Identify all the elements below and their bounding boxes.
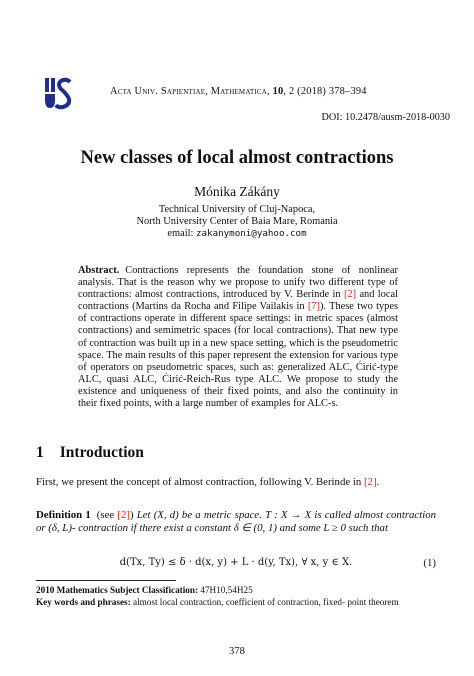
email-label: email: — [167, 228, 194, 239]
abstract-label: Abstract. — [78, 265, 120, 276]
abstract — [78, 265, 398, 410]
university-logo-icon — [44, 76, 74, 110]
keywords-value: almost local contraction, coefficient of contraction, fixed- point theorem — [133, 597, 399, 607]
affiliation-line-1: Technical University of Cluj-Napoca, — [158, 204, 316, 215]
definition-text: Let (X, d) be a metric space. T : X → X is called almost contraction or (δ, L)- contraction if there exist a constant δ ∈ (0, 1) and some L ≥ 0 such that — [36, 509, 437, 534]
msc-value: 47H10,54H25 — [200, 585, 253, 595]
author-name: Mónika Zákány — [194, 184, 280, 199]
definition-block: Definition 1 (see [2]) Let (X, d) be a metric space. T : X → X is called almost contraction or (δ, L)- contraction if there exist a constant δ ∈ (0, 1) and some L ≥ 0 such that — [36, 509, 437, 534]
section-number: 1 — [36, 444, 44, 461]
journal-issue-pages: , 2 (2018) 378–394 — [283, 86, 367, 97]
paper-title: New classes of local almost contractions — [80, 148, 394, 168]
doi[interactable]: DOI: 10.2478/ausm-2018-0030 — [321, 112, 450, 123]
keywords-label: Key words and phrases: — [36, 597, 131, 607]
journal-name: Acta Univ. Sapientiae, Mathematica, — [110, 86, 270, 97]
msc-label: 2010 Mathematics Subject Classification: — [36, 585, 199, 595]
equation-1 — [36, 557, 436, 568]
definition-label: Definition 1 — [36, 509, 91, 521]
section-heading — [36, 444, 144, 462]
citation-link[interactable]: [7] — [307, 301, 320, 313]
section-title: Introduction — [59, 444, 144, 461]
journal-header — [110, 86, 450, 97]
citation-link[interactable]: [2] — [117, 509, 130, 521]
citation-link[interactable]: [2] — [363, 476, 377, 488]
citation-link[interactable]: [2] — [343, 289, 357, 301]
page-number: 378 — [229, 646, 245, 657]
affiliation-line-2: North University Center of Baia Mare, Romania — [136, 216, 338, 227]
footnote-divider — [36, 580, 176, 581]
footnote-keywords — [36, 597, 436, 608]
journal-volume: 10 — [272, 86, 284, 97]
intro-paragraph: First, we present the concept of almost contraction, following V. Berinde in [2]. — [36, 476, 380, 488]
equation-formula: d(Tx, Ty) ≤ δ · d(x, y) + L · d(y, Tx), ∀ x, y ∈ X. — [119, 557, 353, 568]
affiliation-email — [0, 228, 474, 239]
email-address[interactable]: zakanymoni@yahoo.com — [195, 228, 307, 239]
abstract-text: Abstract. Contractions represents the foundation stone of nonlinear analysis. That is the reason why we propose to unify two different type of contractions: almost contractions, introduced by V. Berinde in [2] and local contractions (Martins da Rocha and Filipe Vailakis in [7]). These two types of contractions operate in different space settings: in metric spaces (almost contractions) and semimetric spaces (for local contractions). That new type of contraction was built up in a new space setting, which is the pseudometric space. The main results of this paper represent the extension for various type of operators on pseudometric spaces, such as: generalized ALC, Ćirić-type ALC, quasi ALC, Ćirić-Reich-Rus type ALC. We propose to study the existence and uniqueness of their fixed points, and also the continuity in their fixed points, with a large number of examples for ALC-s. — [78, 265, 399, 410]
footnote-msc — [36, 585, 436, 596]
equation-number: (1) — [423, 557, 436, 569]
